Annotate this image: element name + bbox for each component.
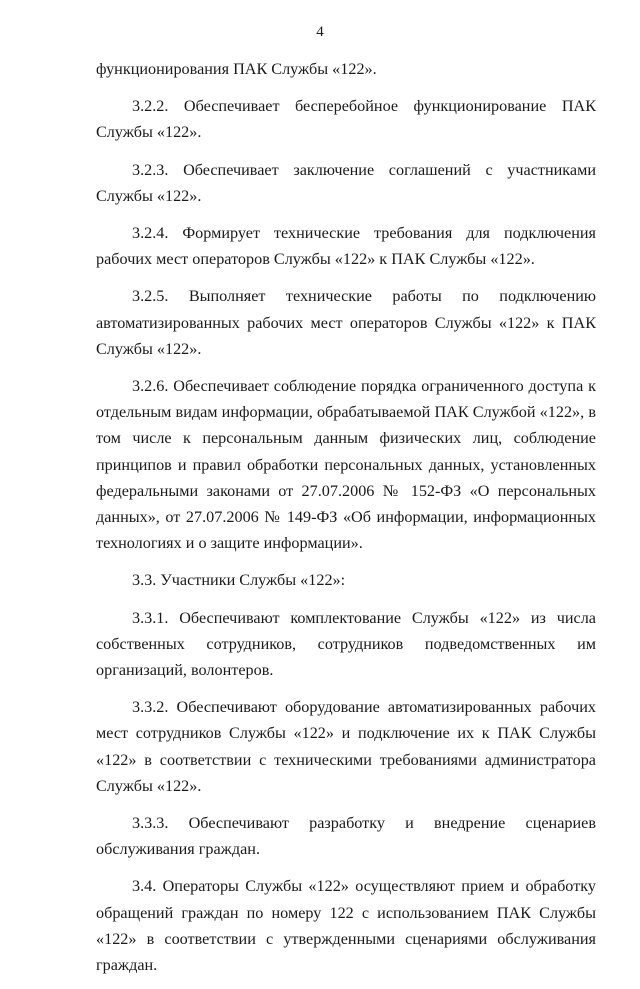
document-body [96, 56, 596, 989]
paragraph-3-3-1: 3.3.1. Обеспечивают комплектование Службы «122» из числа собственных сотрудников, сотрудников подведомственных им организаций, волонтеров. [96, 608, 596, 680]
paragraph-3-2-6: 3.2.6. Обеспечивает соблюдение порядка ограниченного доступа к отдельным видам информации, обрабатываемой ПАК Службой «122», в том числе к персональным данным физических лиц, соблюдение принципов и правил обработки персональных данных, установленных федеральными законами от 27.07.2006 № 152-ФЗ «О персональных данных», от 27.07.2006 № 149-ФЗ «Об информации, информационных технологиях и о защите информации». [96, 377, 596, 553]
page-number: 4 [316, 24, 324, 40]
paragraph-3-2-2: 3.2.2. Обеспечивает бесперебойное функционирование ПАК Службы «122». [96, 97, 596, 142]
paragraph-3-3: 3.3. Участники Службы «122»: [132, 571, 346, 590]
paragraph-3-3-3: 3.3.3. Обеспечивают разработку и внедрение сценариев обслуживания граждан. [96, 814, 596, 859]
paragraph-3-3-2: 3.3.2. Обеспечивают оборудование автоматизированных рабочих мест сотрудников Службы «122» и подключение их к ПАК Службы «122» в соответствии с техническими требованиями администратора Службы «122». [96, 698, 596, 795]
paragraph-3-2-4: 3.2.4. Формирует технические требования для подключения рабочих мест операторов Службы «122» к ПАК Службы «122». [96, 224, 596, 269]
paragraph-continuation: функционирования ПАК Службы «122». [96, 60, 377, 78]
paragraph-3-2-5: 3.2.5. Выполняет технические работы по подключению автоматизированных рабочих мест операторов Службы «122» к ПАК Службы «122». [96, 287, 596, 358]
paragraph-3-4: 3.4. Операторы Службы «122» осуществляют прием и обработку обращений граждан по номеру 122 с использованием ПАК Службы «122» в соответствии с утвержденными сценариями обслуживания граждан. [96, 877, 596, 975]
paragraph-3-2-3: 3.2.3. Обеспечивает заключение соглашений с участниками Службы «122». [96, 160, 596, 205]
